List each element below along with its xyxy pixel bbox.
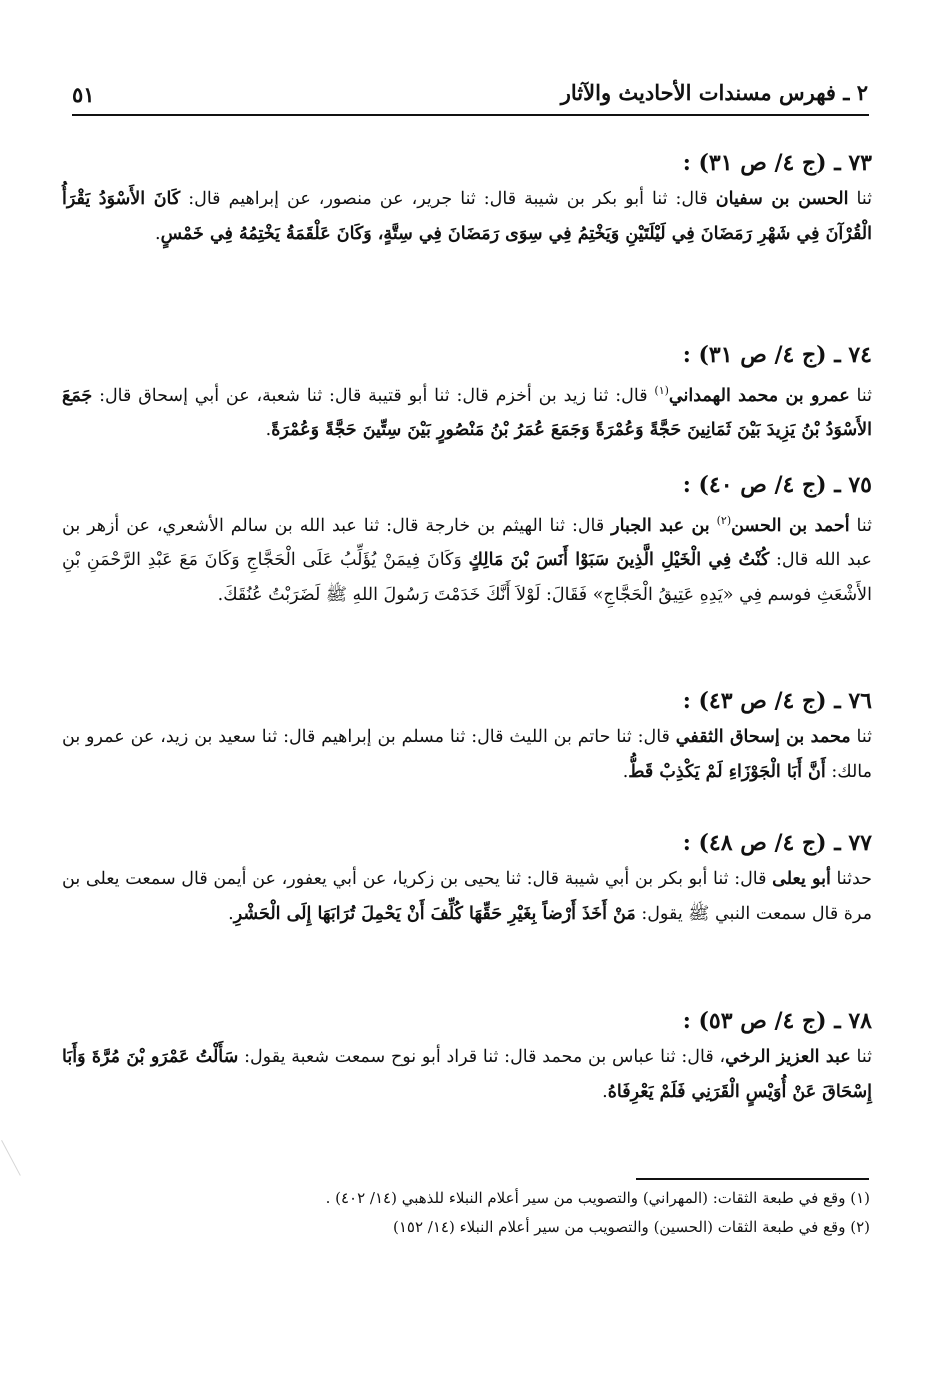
isnad-text: قال: ثنا زيد بن أخزم قال: ثنا أبو قتيبة قال: ثنا شعبة، عن أبي إسحاق قال: xyxy=(92,385,655,406)
header-rule xyxy=(72,114,869,116)
entry-heading: ٧٤ ـ (ج ٤/ ص ٣١) : xyxy=(682,342,872,368)
isnad-intro: ثنا xyxy=(850,1047,873,1067)
entry-heading: ٧٧ ـ (ج ٤/ ص ٤٨) : xyxy=(682,830,872,856)
entry-heading: ٧٣ ـ (ج ٤/ ص ٣١) : xyxy=(682,150,872,176)
isnad-text-continued: قال: ثنا الهيثم بن خارجة قال: ثنا عبد الله بن سالم الأشعري، عن أزهر بن عبد الله قال: xyxy=(62,515,872,571)
entry-78 xyxy=(62,1004,872,1109)
entry-body xyxy=(62,720,872,789)
entry-body xyxy=(62,1040,872,1109)
isnad-intro: ثنا xyxy=(850,727,872,747)
isnad-text: ، قال: ثنا عباس بن محمد قال: ثنا قراد أبو نوح سمعت شعبة يقول: xyxy=(238,1047,726,1067)
isnad-intro: ثنا xyxy=(849,515,872,536)
footnote-1: (١) وقع في طبعة الثقات: (المهراني) والتصويب من سير أعلام النبلاء للذهبي (١٤/ ٤٠٢) . xyxy=(325,1189,870,1207)
narrator-name: عبد العزيز الرخي xyxy=(725,1047,851,1067)
footnote-ref: (١) xyxy=(654,384,669,397)
isnad-text xyxy=(710,516,717,536)
quoted-text: أَنَّ أَبَا الْجَوْزَاءِ لَمْ يَكْذِبْ قَطُّ xyxy=(628,761,826,782)
scan-artifact-line xyxy=(1,1140,21,1176)
entry-heading: ٧٥ ـ (ج ٤/ ص ٤٠) : xyxy=(682,472,872,498)
isnad-intro: ثنا xyxy=(849,385,873,406)
isnad-text: قال: ثنا حاتم بن الليث قال: ثنا مسلم بن إبراهيم قال: ثنا سعيد بن زيد، عن عمرو بن مالك: xyxy=(62,727,872,782)
entry-75 xyxy=(62,468,872,612)
entry-body xyxy=(62,182,872,251)
footnote-2: (٢) وقع في طبعة الثقات (الحسين) والتصويب من سير أعلام النبلاء (١٤/ ١٥٢) xyxy=(392,1218,870,1236)
entry-tail: . xyxy=(602,1081,608,1102)
isnad-intro: ثنا xyxy=(848,189,873,209)
entry-heading: ٧٦ ـ (ج ٤/ ص ٤٣) : xyxy=(682,688,872,714)
isnad-text: قال: ثنا أبو بكر بن شيبة قال: ثنا جرير، عن منصور، عن إبراهيم قال: xyxy=(180,189,716,209)
entry-body xyxy=(62,374,872,448)
footnote-ref: (٢) xyxy=(716,514,732,527)
narrator-name: الحسن بن سفيان xyxy=(715,189,849,209)
isnad-text: قال: ثنا أبو بكر بن أبي شيبة قال: ثنا يحيى بن زكريا، عن أبي يعفور، عن أيمن قال سمعت يعلى بن مرة قال سمعت النبي ﷺ يقول: xyxy=(62,869,872,924)
entry-74 xyxy=(62,338,872,448)
entry-77 xyxy=(62,826,872,931)
quoted-text-continued: وَكَانَ فِيمَنْ يُؤَلِّبُ عَلَى الْحَجَّاجِ وَكَانَ مَعَ عَبْدِ الرَّحْمَنِ بْنِ الأَشْعَثِ فوسم فِي «يَدِهِ عَتِيقُ الْحَجَّاجِ» فَقَالَ: لَوْلاَ أَنَّكَ خَدَمْتَ رَسُولَ اللهِ ﷺ لَضَرَبْتُ عُنُقَكَ xyxy=(62,550,872,605)
entry-76 xyxy=(62,684,872,789)
narrator-name-continued: بن عبد الجبار xyxy=(611,515,710,536)
entry-body xyxy=(62,862,872,931)
quoted-text: كُنْتُ فِي الْخَيْلِ الَّذِينَ سَبَوْا أَنَسَ بْنَ مَالِكٍ xyxy=(468,550,770,571)
quoted-text: سَأَلْتُ عَمْرَو بْنَ مُرَّةَ وَأَبَا إِسْحَاقَ عَنْ أُوَيْسٍ الْقَرَنِي فَلَمْ يَعْرِفَاهُ xyxy=(62,1047,872,1102)
narrator-name: أحمد بن الحسن xyxy=(731,515,850,536)
quoted-text: مَنْ أَخَذَ أَرْضاً بِغَيْرِ حَقِّهَا كُلِّفَ أَنْ يَحْمِلَ تُرَابَهَا إِلَى الْحَشْرِ xyxy=(233,903,636,924)
header-title: ٢ ـ فهرس مسندات الأحاديث والآثار xyxy=(560,80,868,105)
entry-tail: . xyxy=(622,761,629,782)
quoted-text: كَانَ الأَسْوَدُ يَقْرَأُ الْقُرْآنَ فِي شَهْرِ رَمَضَانَ فِي لَيْلَتَيْنِ وَيَخْتِمُ فِي سِوَى رَمَضَانَ فِي سِتَّةٍ، وَكَانَ عَلْقَمَةُ يَخْتِمُهُ فِي خَمْسٍ xyxy=(62,189,872,244)
entry-tail: . xyxy=(155,223,161,244)
page-number: ٥١ xyxy=(72,82,95,107)
running-header xyxy=(72,80,868,114)
entry-heading: ٧٨ ـ (ج ٤/ ص ٥٣) : xyxy=(682,1008,872,1034)
quoted-text: جَمَعَ الأَسْوَدُ بْنُ يَزِيدَ بَيْنَ ثَمَانِينَ حَجَّةً وَعُمْرَةً وَجَمَعَ عُمَرُ بْنُ مَنْصُورٍ بَيْنَ سِتِّينَ حَجَّةً وَعُمْرَةً xyxy=(62,385,872,441)
footnotes xyxy=(200,1184,870,1242)
entry-body xyxy=(62,504,872,612)
isnad-intro: حدثنا xyxy=(830,869,872,889)
narrator-name: عمرو بن محمد الهمداني xyxy=(668,385,850,406)
narrator-name: أبو يعلى xyxy=(772,869,831,889)
footnote-rule xyxy=(636,1178,869,1180)
entry-tail: . xyxy=(217,584,224,605)
entry-tail: . xyxy=(265,420,272,441)
entry-tail: . xyxy=(228,903,234,924)
narrator-name: محمد بن إسحاق الثقفي xyxy=(675,727,851,747)
entry-73 xyxy=(62,146,872,251)
